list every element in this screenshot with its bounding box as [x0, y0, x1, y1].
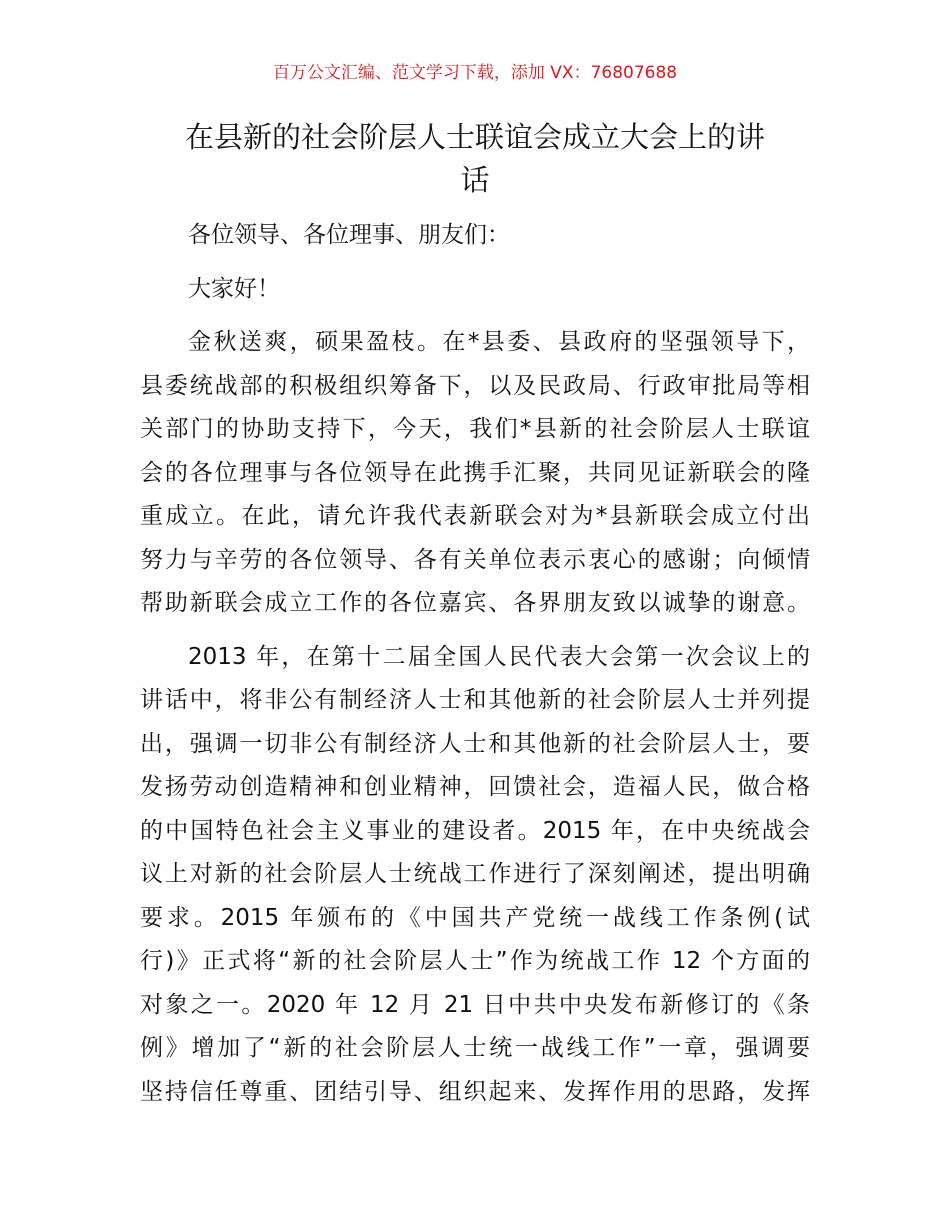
paragraph-line: 帮助新联会成立工作的各位嘉宾、各界朋友致以诚挚的谢意。: [140, 590, 810, 616]
paragraph-line: 议上对新的社会阶层人士统战工作进行了深刻阐述，提出明确: [140, 861, 810, 887]
document-body: [140, 214, 810, 1124]
paragraph-line: 对象之一。2020 年 12 月 21 日中共中央发布新修订的《条: [140, 991, 810, 1018]
paragraph-line: 例》增加了“新的社会阶层人士统一战线工作”一章，强调要: [140, 1035, 810, 1061]
paragraph-line: 的中国特色社会主义事业的建设者。2015 年，在中央统战会: [140, 817, 810, 844]
paragraph-line: 金秋送爽，硕果盈枝。在*县委、县政府的坚强领导下，: [188, 329, 810, 355]
paragraph-line: 2013 年，在第十二届全国人民代表大会第一次会议上的: [188, 643, 810, 670]
salutation: 各位领导、各位理事、朋友们：: [188, 222, 510, 248]
greeting-paragraph: [140, 268, 810, 312]
paragraph-line: 行)》正式将“新的社会阶层人士”作为统战工作 12 个方面的: [140, 948, 810, 974]
salutation-paragraph: [140, 214, 810, 258]
paragraph-line: 关部门的协助支持下，今天，我们*县新的社会阶层人士联谊: [140, 416, 810, 442]
title-line: 话: [460, 163, 490, 197]
watermark-header: 百万公文汇编、范文学习下载，添加 VX：76807688: [272, 63, 678, 83]
paragraph-line: 发扬劳动创造精神和创业精神，回馈社会，造福人民，做合格: [140, 774, 810, 800]
paragraph-line: 县委统战部的积极组织筹备下，以及民政局、行政审批局等相: [140, 372, 810, 399]
paragraph-line: 讲话中，将非公有制经济人士和其他新的社会阶层人士并列提: [140, 687, 810, 713]
paragraph-line: 会的各位理事与各位领导在此携手汇聚，共同见证新联会的隆: [140, 459, 810, 486]
paragraph-line: 要求。2015 年颁布的《中国共产党统一战线工作条例(试: [140, 904, 810, 931]
paragraph-2: [140, 636, 810, 1115]
document-title: [140, 116, 810, 202]
paragraph-line: 坚持信任尊重、团结引导、组织起来、发挥作用的思路，发挥: [140, 1078, 810, 1105]
paragraph-line: 重成立。在此，请允许我代表新联会对为*县新联会成立付出: [140, 503, 810, 529]
paragraph-1: [140, 321, 810, 626]
title-line: 在县新的社会阶层人士联谊会成立大会上的讲: [184, 120, 765, 154]
paragraph-line: 努力与辛劳的各位领导、各有关单位表示衷心的感谢；向倾情: [140, 546, 810, 573]
greeting: 大家好！: [188, 275, 280, 302]
paragraph-line: 出，强调一切非公有制经济人士和其他新的社会阶层人士，要: [140, 730, 810, 757]
